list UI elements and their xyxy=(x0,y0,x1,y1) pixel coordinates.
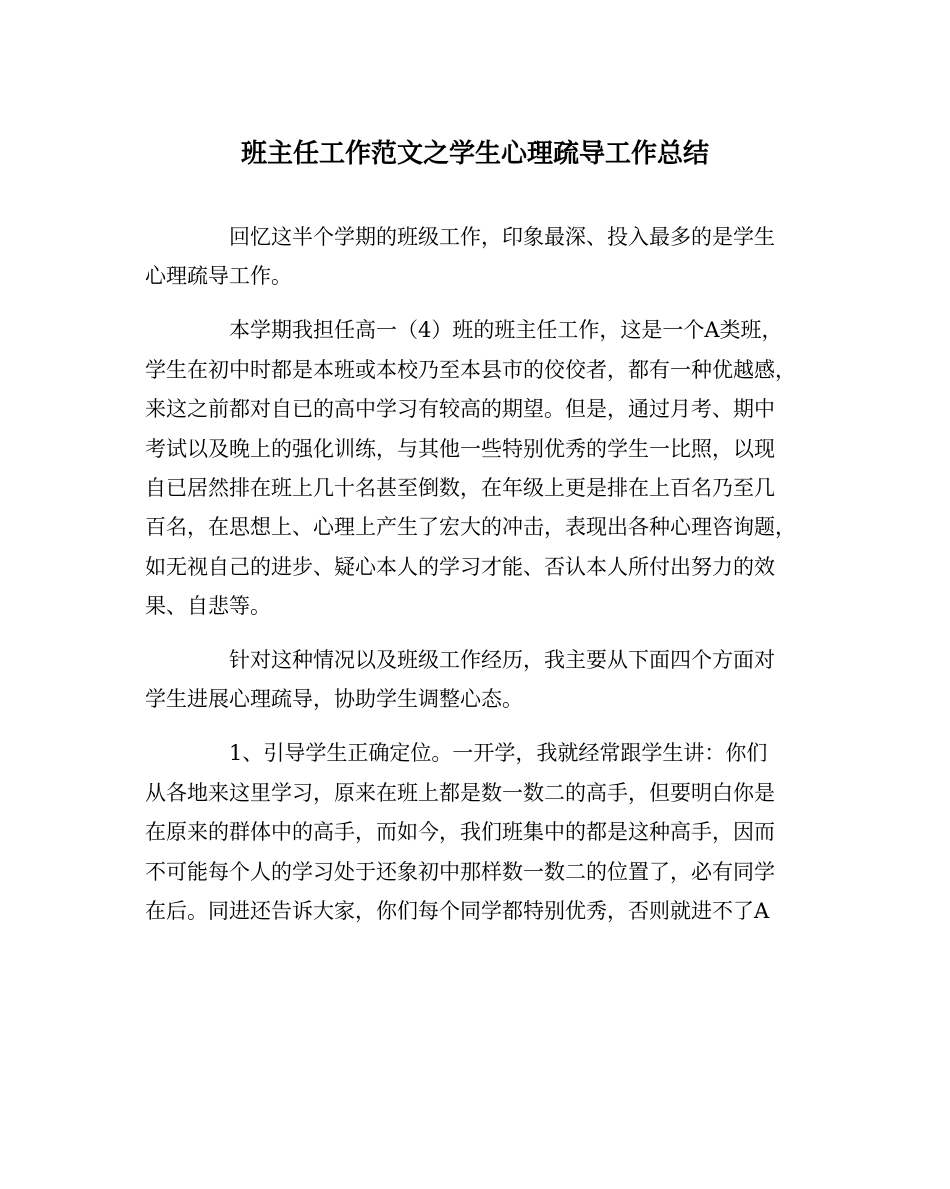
paragraph xyxy=(145,311,807,626)
text-line: 考试以及晚上的强化训练，与其他一些特别优秀的学生一比照，以现 xyxy=(145,436,775,461)
text-line: 学生进展心理疏导，协助学生调整心态。 xyxy=(145,687,523,712)
text-line: 百名，在思想上、心理上产生了宏大的冲击，表现出各种心理咨询题， xyxy=(145,515,796,540)
text-line: 回忆这半个学期的班级工作，印象最深、投入最多的是学生 xyxy=(229,225,775,249)
text-line: 不可能每个人的学习处于还象初中那样数一数二的位置了，必有同学 xyxy=(145,859,775,884)
text-line: 本学期我担任高一（4）班的班主任工作，这是一个A类班， xyxy=(229,318,783,343)
document-title: 班主任工作范文之学生心理疏导工作总结 xyxy=(240,139,709,169)
text-line: 1、引导学生正确定位。一开学，我就经常跟学生讲：你们 xyxy=(229,741,768,766)
paragraph xyxy=(145,218,807,297)
paragraph xyxy=(145,641,807,720)
text-line: 从各地来这里学习，原来在班上都是数一数二的高手，但要明白你是 xyxy=(145,780,775,805)
text-line: 针对这种情况以及班级工作经历，我主要从下面四个方面对 xyxy=(229,648,775,673)
text-line: 在原来的群体中的高手，而如今，我们班集中的都是这种高手，因而 xyxy=(145,820,775,845)
document-body xyxy=(145,218,807,931)
text-line: 来这之前都对自已的高中学习有较高的期望。但是，通过月考、期中 xyxy=(145,397,775,422)
text-line: 学生在初中时都是本班或本校乃至本县市的佼佼者，都有一种优越感， xyxy=(145,357,796,382)
text-line: 心理疏导工作。 xyxy=(145,264,292,289)
paragraph xyxy=(145,734,807,931)
text-line: 在后。同进还告诉大家，你们每个同学都特别优秀，否则就进不了A xyxy=(145,899,770,924)
text-line: 如无视自己的进步、疑心本人的学习才能、否认本人所付出努力的效 xyxy=(145,554,775,579)
text-line: 果、自悲等。 xyxy=(145,594,271,619)
text-line: 自已居然排在班上几十名甚至倒数，在年级上更是排在上百名乃至几 xyxy=(145,475,775,500)
